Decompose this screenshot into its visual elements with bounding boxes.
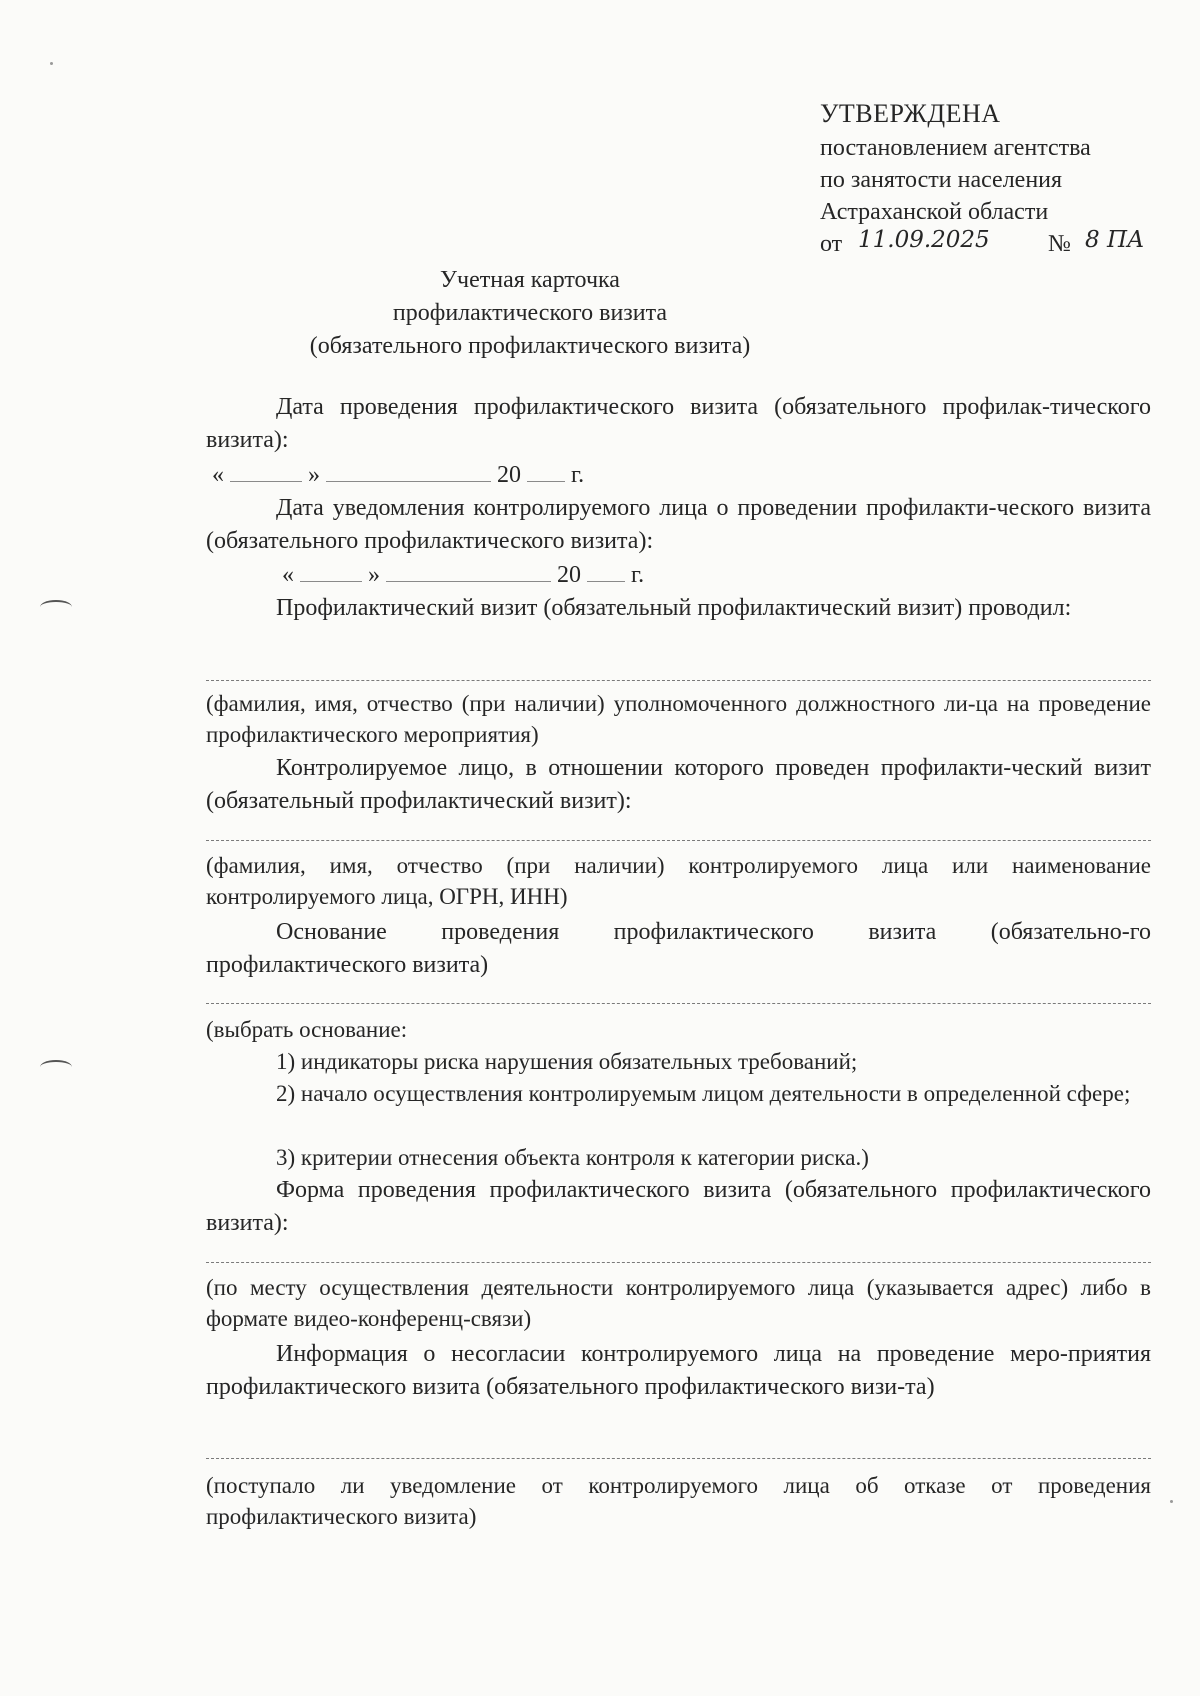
notice-year-blank: [587, 561, 625, 582]
form-hint: (по месту осуществления деятельности контролируемого лица (указывается адрес) либо в формате видео-конференц-связи): [206, 1275, 1151, 1331]
title-line-1: Учетная карточка: [440, 267, 620, 293]
scan-speck: [1170, 1500, 1173, 1503]
basis-option-2: 2) начало осуществления контролируемым лицом деятельности в определенной сфере;: [276, 1081, 1131, 1106]
approval-line-3: Астраханской области: [820, 199, 1049, 225]
basis-label: Основание проведения профилактического визита (обязательно-го профилактического визита): [206, 919, 1151, 978]
conducted-by-line: [206, 680, 1151, 681]
notice-month-blank: [386, 561, 551, 582]
title-line-2: профилактического визита: [392, 300, 668, 326]
refusal-hint: (поступало ли уведомление от контролируемого лица об отказе от проведения профилактического визита): [206, 1473, 1151, 1529]
conducted-by-hint: (фамилия, имя, отчество (при наличии) уполномоченного должностного ли-ца на проведение профилактического мероприятия): [206, 691, 1151, 747]
visit-date-suffix: г.: [571, 462, 585, 488]
scan-hole-mark-top: [40, 600, 72, 614]
scan-speck: [50, 62, 53, 65]
controlled-subject-hint: (фамилия, имя, отчество (при наличии) контролируемого лица или наименование контролируемого лица, ОГРН, ИНН): [206, 853, 1151, 909]
approval-line-1: постановлением агентства: [820, 135, 1091, 161]
approval-number-label: №: [1048, 231, 1071, 257]
notice-date-close-quote: »: [368, 562, 380, 588]
approval-line-2: по занятости населения: [820, 167, 1063, 193]
approval-block: [820, 98, 1180, 262]
visit-date-field: [212, 460, 584, 490]
approval-heading: УТВЕРЖДЕНА: [820, 99, 1001, 128]
approval-handwritten-number: 8 ПА: [1085, 227, 1145, 253]
notice-date-year-prefix: 20: [557, 562, 581, 588]
notice-date-suffix: г.: [631, 562, 645, 588]
scan-hole-mark-bottom: [40, 1060, 72, 1074]
refusal-label: Информация о несогласии контролируемого лица на проведение меро-приятия профилактического визита (обязательного профилактического визи-та): [206, 1341, 1151, 1400]
notice-date-field: [282, 560, 644, 590]
refusal-line: [206, 1458, 1151, 1459]
basis-hint-heading: (выбрать основание:: [206, 1017, 408, 1042]
form-label: Форма проведения профилактического визита (обязательного профилактического визита):: [206, 1177, 1151, 1236]
document-title: [300, 264, 760, 363]
controlled-subject-line: [206, 840, 1151, 841]
visit-day-blank: [230, 461, 302, 482]
visit-date-year-prefix: 20: [497, 462, 521, 488]
controlled-subject-label: Контролируемое лицо, в отношении которого проведен профилакти-ческий визит (обязательный профилактический визит):: [206, 755, 1151, 814]
approval-date-number-line: [820, 228, 1180, 262]
title-line-3: (обязательного профилактического визита): [309, 333, 751, 359]
notice-date-label: Дата уведомления контролируемого лица о проведении профилакти-ческого визита (обязательного профилактического визита):: [206, 495, 1151, 554]
approval-handwritten-date: 11.09.2025: [858, 227, 990, 253]
visit-date-label: Дата проведения профилактического визита (обязательного профилак-тического визита):: [206, 394, 1151, 453]
basis-option-1: 1) индикаторы риска нарушения обязательных требований;: [276, 1049, 858, 1074]
visit-year-blank: [527, 461, 565, 482]
conducted-by-label: Профилактический визит (обязательный профилактический визит) проводил:: [276, 595, 1072, 621]
basis-line: [206, 1003, 1151, 1004]
notice-day-blank: [300, 561, 362, 582]
visit-date-open-quote: «: [212, 462, 224, 488]
basis-option-3: 3) критерии отнесения объекта контроля к категории риска.): [276, 1145, 869, 1170]
notice-date-open-quote: «: [282, 562, 294, 588]
form-line: [206, 1262, 1151, 1263]
approval-from-label: от: [820, 231, 843, 257]
visit-month-blank: [326, 461, 491, 482]
visit-date-close-quote: »: [308, 462, 320, 488]
